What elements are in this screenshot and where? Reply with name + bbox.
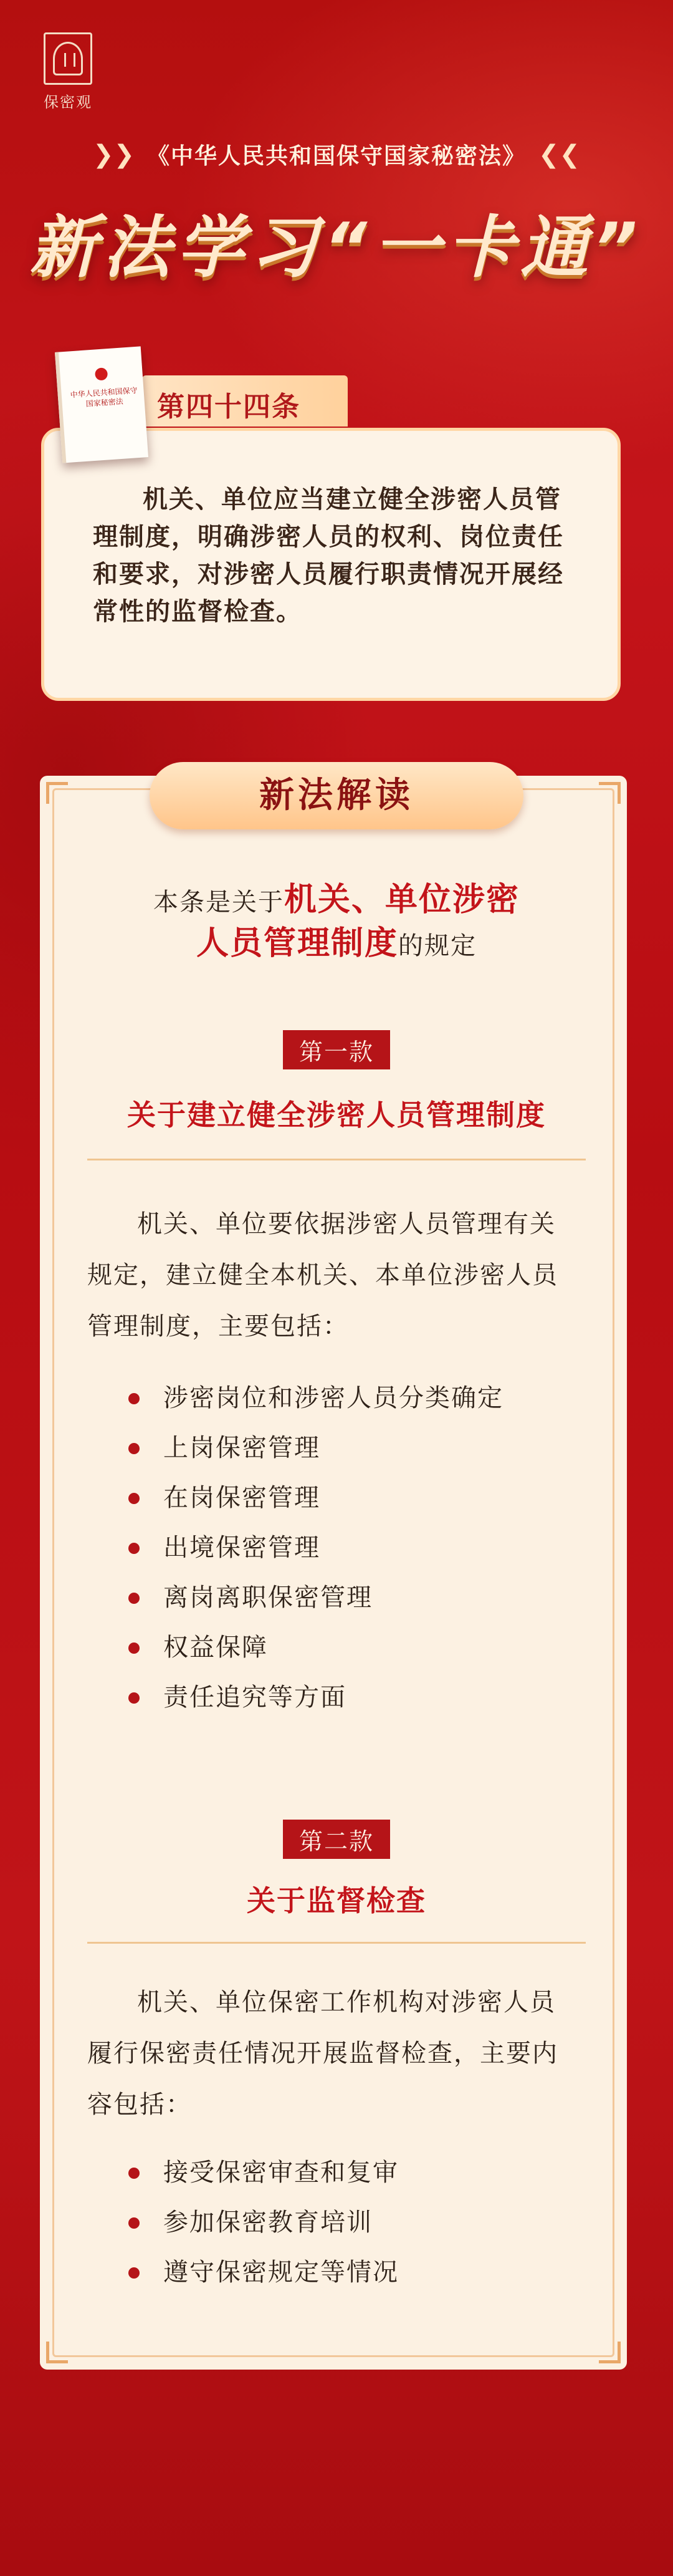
corner-ornament: [46, 2342, 68, 2363]
bullet-dot-icon: [128, 1643, 140, 1654]
law-title: 《中华人民共和国保守国家秘密法》: [146, 143, 526, 169]
article-text: 机关、单位应当建立健全涉密人员管理制度，明确涉密人员的权利、岗位责任和要求，对涉密人员履行职责情况开展经常性的监督检查。: [93, 485, 564, 626]
logo-text: 保密观: [44, 94, 92, 111]
corner-ornament: [599, 782, 621, 804]
intro-prefix: 本条是关于: [153, 888, 284, 917]
list-item-text: 权益保障: [163, 1633, 268, 1662]
clause-2-list: [125, 2148, 586, 2297]
list-item-text: 参加保密教育培训: [163, 2208, 373, 2237]
corner-ornament: [599, 2342, 621, 2363]
list-item: [125, 2197, 586, 2247]
article-card: [41, 428, 621, 701]
clause-1-list: [125, 1373, 586, 1722]
list-item-text: 涉密岗位和涉密人员分类确定: [163, 1384, 504, 1412]
list-item: [125, 1423, 586, 1473]
intro-highlight: 机关、单位涉密: [284, 881, 520, 919]
list-item: [125, 1573, 586, 1623]
bullet-dot-icon: [128, 2217, 140, 2229]
bullet-dot-icon: [128, 1393, 140, 1404]
book-cover-title: 中华人民共和国保守国家秘密法: [70, 385, 138, 408]
divider: [87, 1942, 586, 1944]
bullet-dot-icon: [128, 1543, 140, 1554]
clause-1-tag: 第一款: [283, 1030, 390, 1069]
list-item: [125, 1473, 586, 1523]
list-item-text: 上岗保密管理: [163, 1434, 320, 1462]
list-item: [125, 1523, 586, 1573]
list-item-text: 离岗离职保密管理: [163, 1583, 373, 1612]
clause-2-tag: 第二款: [283, 1820, 390, 1859]
clause-tag: [0, 1030, 673, 1069]
list-item: [125, 2247, 586, 2297]
law-book-icon: [55, 346, 148, 463]
interpretation-banner: [150, 762, 523, 829]
interpretation-intro: [0, 879, 673, 967]
clause-tag: [0, 1820, 673, 1859]
brand-logo: [40, 32, 96, 112]
chevron-left-icon: ❮❮: [538, 140, 581, 169]
divider: [87, 1159, 586, 1160]
baomiguan-logo-icon: [44, 32, 92, 85]
list-item-text: 遵守保密规定等情况: [163, 2258, 399, 2287]
list-item-text: 责任追究等方面: [163, 1683, 346, 1712]
clause-1-paragraph: 机关、单位要依据涉密人员管理有关规定，建立健全本机关、本单位涉密人员管理制度，主要包括：: [87, 1210, 558, 1341]
intro-highlight: 人员管理制度: [196, 925, 398, 962]
article-number: 第四十四条: [157, 391, 300, 423]
article-number-tab: [142, 375, 348, 427]
national-emblem-icon: [95, 367, 108, 380]
list-item: [125, 1672, 586, 1722]
bullet-dot-icon: [128, 1692, 140, 1704]
intro-suffix: 的规定: [398, 932, 477, 960]
clause-1-heading: 关于建立健全涉密人员管理制度: [127, 1098, 546, 1132]
list-item-text: 在岗保密管理: [163, 1483, 320, 1512]
law-title-banner: [0, 138, 673, 170]
chevron-right-icon: ❯❯: [92, 140, 135, 169]
interpretation-banner-label: 新法解读: [259, 775, 414, 816]
list-item: [125, 1373, 586, 1423]
bullet-dot-icon: [128, 1493, 140, 1504]
clause-2-heading: 关于监督检查: [247, 1884, 426, 1918]
bullet-dot-icon: [128, 1443, 140, 1454]
bullet-dot-icon: [128, 2168, 140, 2179]
clause-2-paragraph: 机关、单位保密工作机构对涉密人员履行保密责任情况开展监督检查，主要内容包括：: [87, 1988, 558, 2119]
main-title: 新法学习“一卡通”: [29, 209, 644, 287]
list-item: [125, 2148, 586, 2197]
list-item: [125, 1623, 586, 1672]
list-item-text: 接受保密审查和复审: [163, 2158, 399, 2187]
bullet-dot-icon: [128, 2267, 140, 2279]
bullet-dot-icon: [128, 1593, 140, 1604]
list-item-text: 出境保密管理: [163, 1533, 320, 1562]
corner-ornament: [46, 782, 68, 804]
